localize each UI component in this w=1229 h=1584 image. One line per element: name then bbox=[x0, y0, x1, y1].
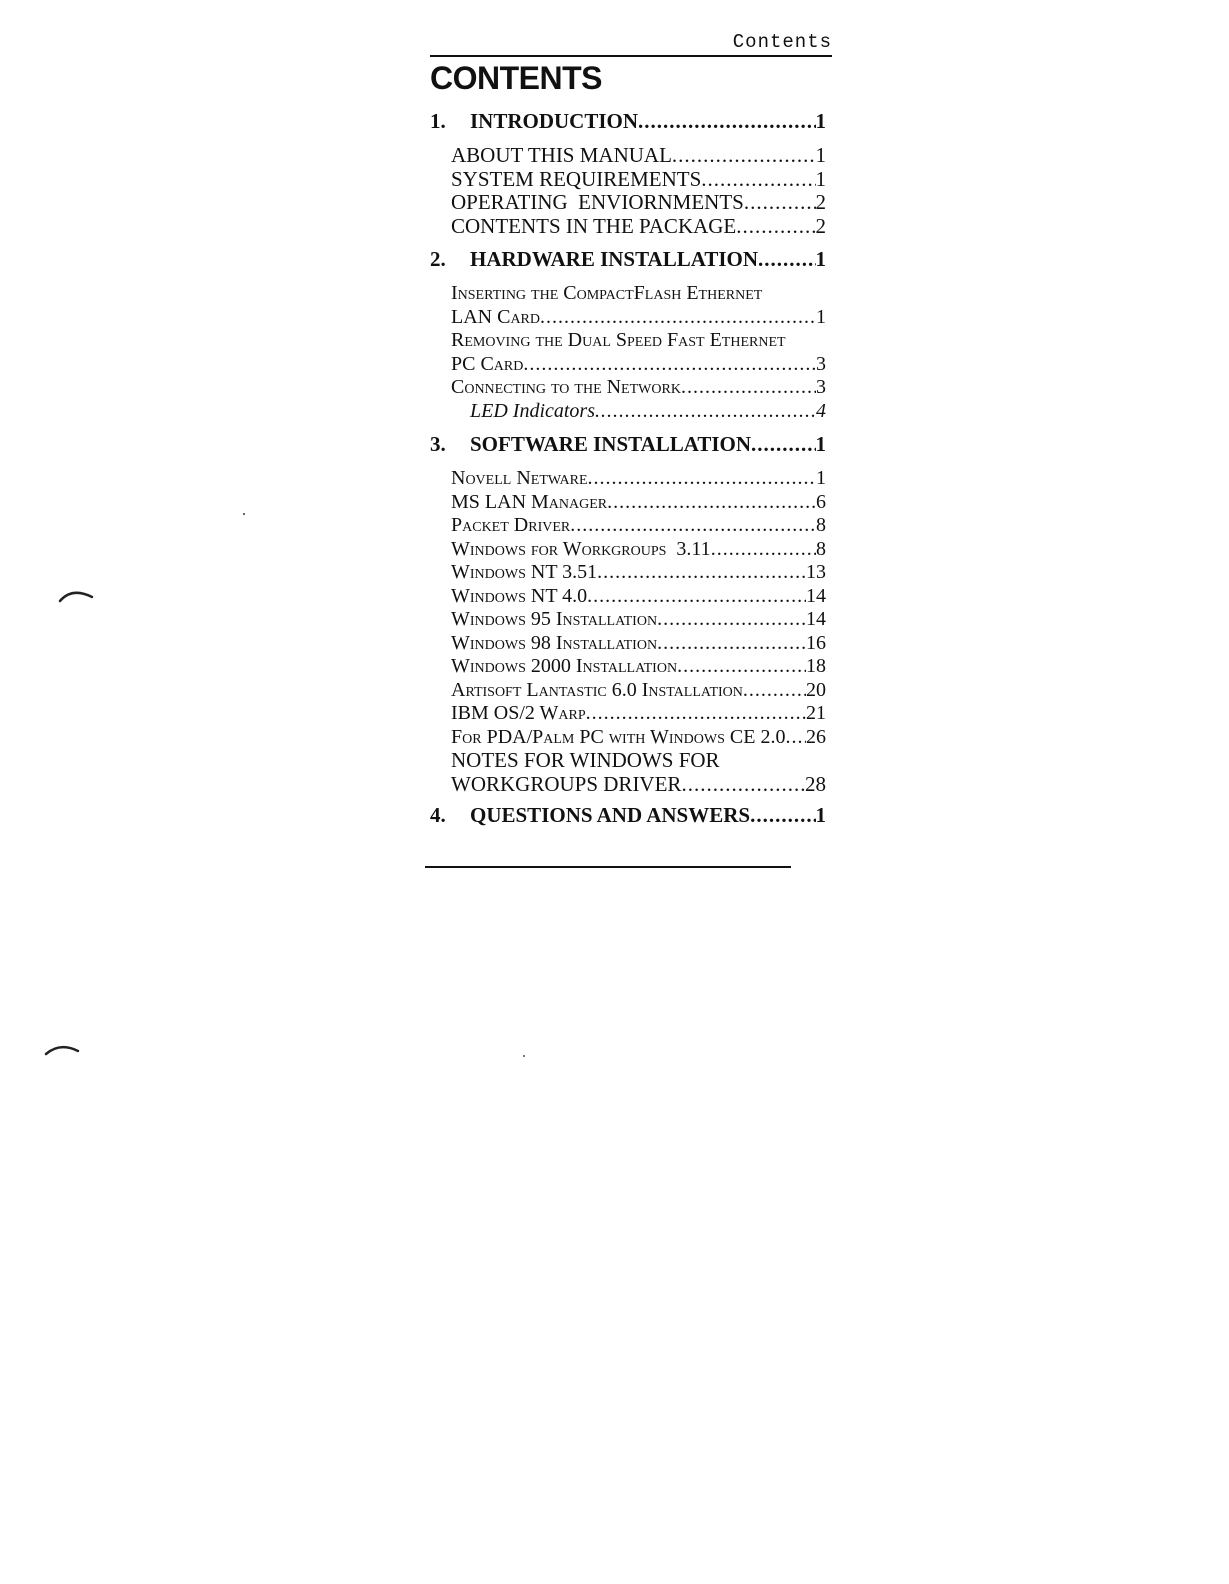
chapter-number: 1. bbox=[430, 109, 446, 133]
page-number: 1 bbox=[815, 167, 826, 191]
dot-leader bbox=[595, 400, 816, 424]
dot-leader bbox=[758, 242, 815, 276]
dot-leader bbox=[744, 191, 816, 215]
dot-leader bbox=[750, 798, 815, 832]
page-number: 4 bbox=[816, 399, 826, 422]
entry-title: Windows NT 4.0 bbox=[451, 584, 588, 607]
chapter-title: INTRODUCTION bbox=[470, 109, 639, 133]
toc-entry-windows-95[interactable] bbox=[430, 608, 826, 632]
running-head: Contents bbox=[732, 31, 832, 53]
entry-title: LED Indicators bbox=[470, 399, 595, 422]
page-number: 21 bbox=[806, 702, 826, 724]
page-number: 18 bbox=[806, 655, 826, 677]
dot-leader bbox=[681, 773, 805, 797]
toc-chapter-questions-and-answers[interactable] bbox=[430, 798, 826, 832]
chapter-number: 2. bbox=[430, 247, 446, 271]
dot-leader bbox=[657, 632, 806, 656]
toc-entry-pda-palm-pc[interactable] bbox=[430, 726, 826, 750]
toc-entry-notes-wfw-driver[interactable] bbox=[430, 749, 826, 796]
toc-entry-artisoft-lantastic[interactable] bbox=[430, 679, 826, 703]
entry-title: ABOUT THIS MANUAL bbox=[451, 144, 672, 167]
page-number: 2 bbox=[815, 214, 826, 238]
chapter-3-sections bbox=[430, 467, 826, 796]
entry-title: SYSTEM REQUIREMENTS bbox=[451, 167, 702, 191]
entry-title-line2: PC Card bbox=[451, 352, 524, 375]
scan-speck bbox=[243, 513, 245, 515]
entry-title: Connecting to the Network bbox=[451, 376, 681, 398]
dot-leader bbox=[523, 353, 816, 377]
entry-title: MS LAN Manager bbox=[451, 490, 608, 513]
page-number: 1 bbox=[815, 109, 826, 133]
header-rule bbox=[430, 55, 832, 57]
toc-entry-windows-nt-40[interactable] bbox=[430, 585, 826, 609]
dot-leader bbox=[607, 491, 816, 515]
dot-leader bbox=[743, 679, 806, 703]
page-number: 8 bbox=[816, 514, 826, 536]
dot-leader bbox=[570, 514, 816, 538]
page-number: 26 bbox=[806, 725, 826, 748]
entry-title-line2: LAN Card bbox=[451, 305, 541, 328]
toc-entry-windows-2000[interactable] bbox=[430, 655, 826, 679]
dot-leader bbox=[672, 144, 816, 168]
entry-title-line1: Removing the Dual Speed Fast Ethernet bbox=[451, 329, 786, 351]
toc-entry-contents-in-the-package[interactable] bbox=[430, 215, 826, 239]
page-number: 1 bbox=[815, 247, 826, 271]
page-number: 20 bbox=[806, 678, 826, 701]
footer-rule bbox=[425, 866, 791, 868]
entry-title: Windows NT 3.51 bbox=[451, 561, 598, 583]
dot-leader bbox=[588, 467, 816, 491]
toc-entry-packet-driver[interactable] bbox=[430, 514, 826, 538]
page-number: 1 bbox=[816, 467, 826, 489]
dot-leader bbox=[638, 104, 815, 138]
dot-leader bbox=[657, 608, 806, 632]
page-number: 28 bbox=[805, 772, 826, 796]
entry-title: Windows for Workgroups 3.11 bbox=[451, 537, 711, 560]
page-number: 14 bbox=[806, 584, 826, 607]
dot-leader bbox=[597, 561, 806, 585]
entry-title-line1: NOTES FOR WINDOWS FOR bbox=[451, 748, 720, 772]
page-number: 1 bbox=[816, 305, 826, 328]
page-number: 1 bbox=[815, 432, 826, 456]
chapter-number: 4. bbox=[430, 803, 446, 827]
dot-leader bbox=[711, 538, 816, 562]
toc-entry-ibm-os2-warp[interactable] bbox=[430, 702, 826, 726]
table-of-contents bbox=[430, 104, 826, 832]
page-number: 8 bbox=[816, 537, 826, 560]
page-number: 16 bbox=[806, 631, 826, 654]
page-number: 1 bbox=[815, 144, 826, 167]
dot-leader bbox=[736, 215, 815, 239]
toc-entry-novell-netware[interactable] bbox=[430, 467, 826, 491]
toc-entry-windows-for-workgroups[interactable] bbox=[430, 538, 826, 562]
page-number: 2 bbox=[815, 191, 826, 214]
toc-chapter-software-installation[interactable] bbox=[430, 427, 826, 461]
toc-entry-inserting-card[interactable] bbox=[430, 282, 826, 329]
chapter-title: QUESTIONS AND ANSWERS bbox=[470, 803, 751, 827]
entry-title-line2: WORKGROUPS DRIVER bbox=[451, 772, 682, 796]
entry-title: OPERATING ENVIORNMENTS bbox=[451, 191, 744, 214]
toc-entry-windows-nt-351[interactable] bbox=[430, 561, 826, 585]
toc-chapter-hardware-installation[interactable] bbox=[430, 242, 826, 276]
dot-leader bbox=[677, 655, 806, 679]
entry-title: IBM OS/2 Warp bbox=[451, 702, 586, 724]
chapter-title: SOFTWARE INSTALLATION bbox=[470, 432, 752, 456]
page-number: 3 bbox=[816, 376, 826, 398]
chapter-1-sections bbox=[430, 144, 826, 238]
dot-leader bbox=[701, 168, 815, 192]
scan-mark-arc-upper bbox=[58, 585, 98, 605]
entry-title-line1: Inserting the CompactFlash Ethernet bbox=[451, 282, 763, 304]
entry-title: CONTENTS IN THE PACKAGE bbox=[451, 214, 737, 238]
entry-title: Windows 95 Installation bbox=[451, 608, 658, 630]
dot-leader bbox=[751, 427, 815, 461]
page-number: 14 bbox=[806, 608, 826, 630]
chapter-2-sections bbox=[430, 282, 826, 423]
dot-leader bbox=[586, 702, 806, 726]
entry-title: Windows 98 Installation bbox=[451, 631, 658, 654]
toc-chapter-introduction[interactable] bbox=[430, 104, 826, 138]
page-number: 1 bbox=[815, 803, 826, 827]
scan-speck bbox=[523, 1055, 525, 1057]
toc-entry-led-indicators[interactable] bbox=[430, 400, 826, 424]
page-number: 6 bbox=[816, 490, 826, 513]
chapter-title: HARDWARE INSTALLATION bbox=[470, 247, 759, 271]
toc-entry-windows-98[interactable] bbox=[430, 632, 826, 656]
chapter-number: 3. bbox=[430, 432, 446, 456]
scan-mark-arc-lower bbox=[44, 1040, 84, 1060]
toc-entry-system-requirements[interactable] bbox=[430, 168, 826, 192]
page-title: CONTENTS bbox=[430, 60, 602, 96]
dot-leader bbox=[587, 585, 806, 609]
dot-leader bbox=[681, 376, 816, 400]
toc-entry-connecting-to-network[interactable] bbox=[430, 376, 826, 400]
toc-entry-about-this-manual[interactable] bbox=[430, 144, 826, 168]
entry-title: Artisoft Lantastic 6.0 Installation bbox=[451, 678, 743, 701]
dot-leader bbox=[540, 306, 816, 330]
dot-leader bbox=[785, 726, 806, 750]
toc-entry-removing-card[interactable] bbox=[430, 329, 826, 376]
toc-entry-ms-lan-manager[interactable] bbox=[430, 491, 826, 515]
entry-title: Novell Netware bbox=[451, 467, 588, 489]
toc-entry-operating-environments[interactable] bbox=[430, 191, 826, 215]
page-number: 13 bbox=[806, 561, 826, 583]
entry-title: Windows 2000 Installation bbox=[451, 655, 678, 677]
entry-title: For PDA/Palm PC with Windows CE 2.0 bbox=[451, 725, 786, 748]
page-number: 3 bbox=[816, 352, 826, 375]
entry-title: Packet Driver bbox=[451, 514, 571, 536]
